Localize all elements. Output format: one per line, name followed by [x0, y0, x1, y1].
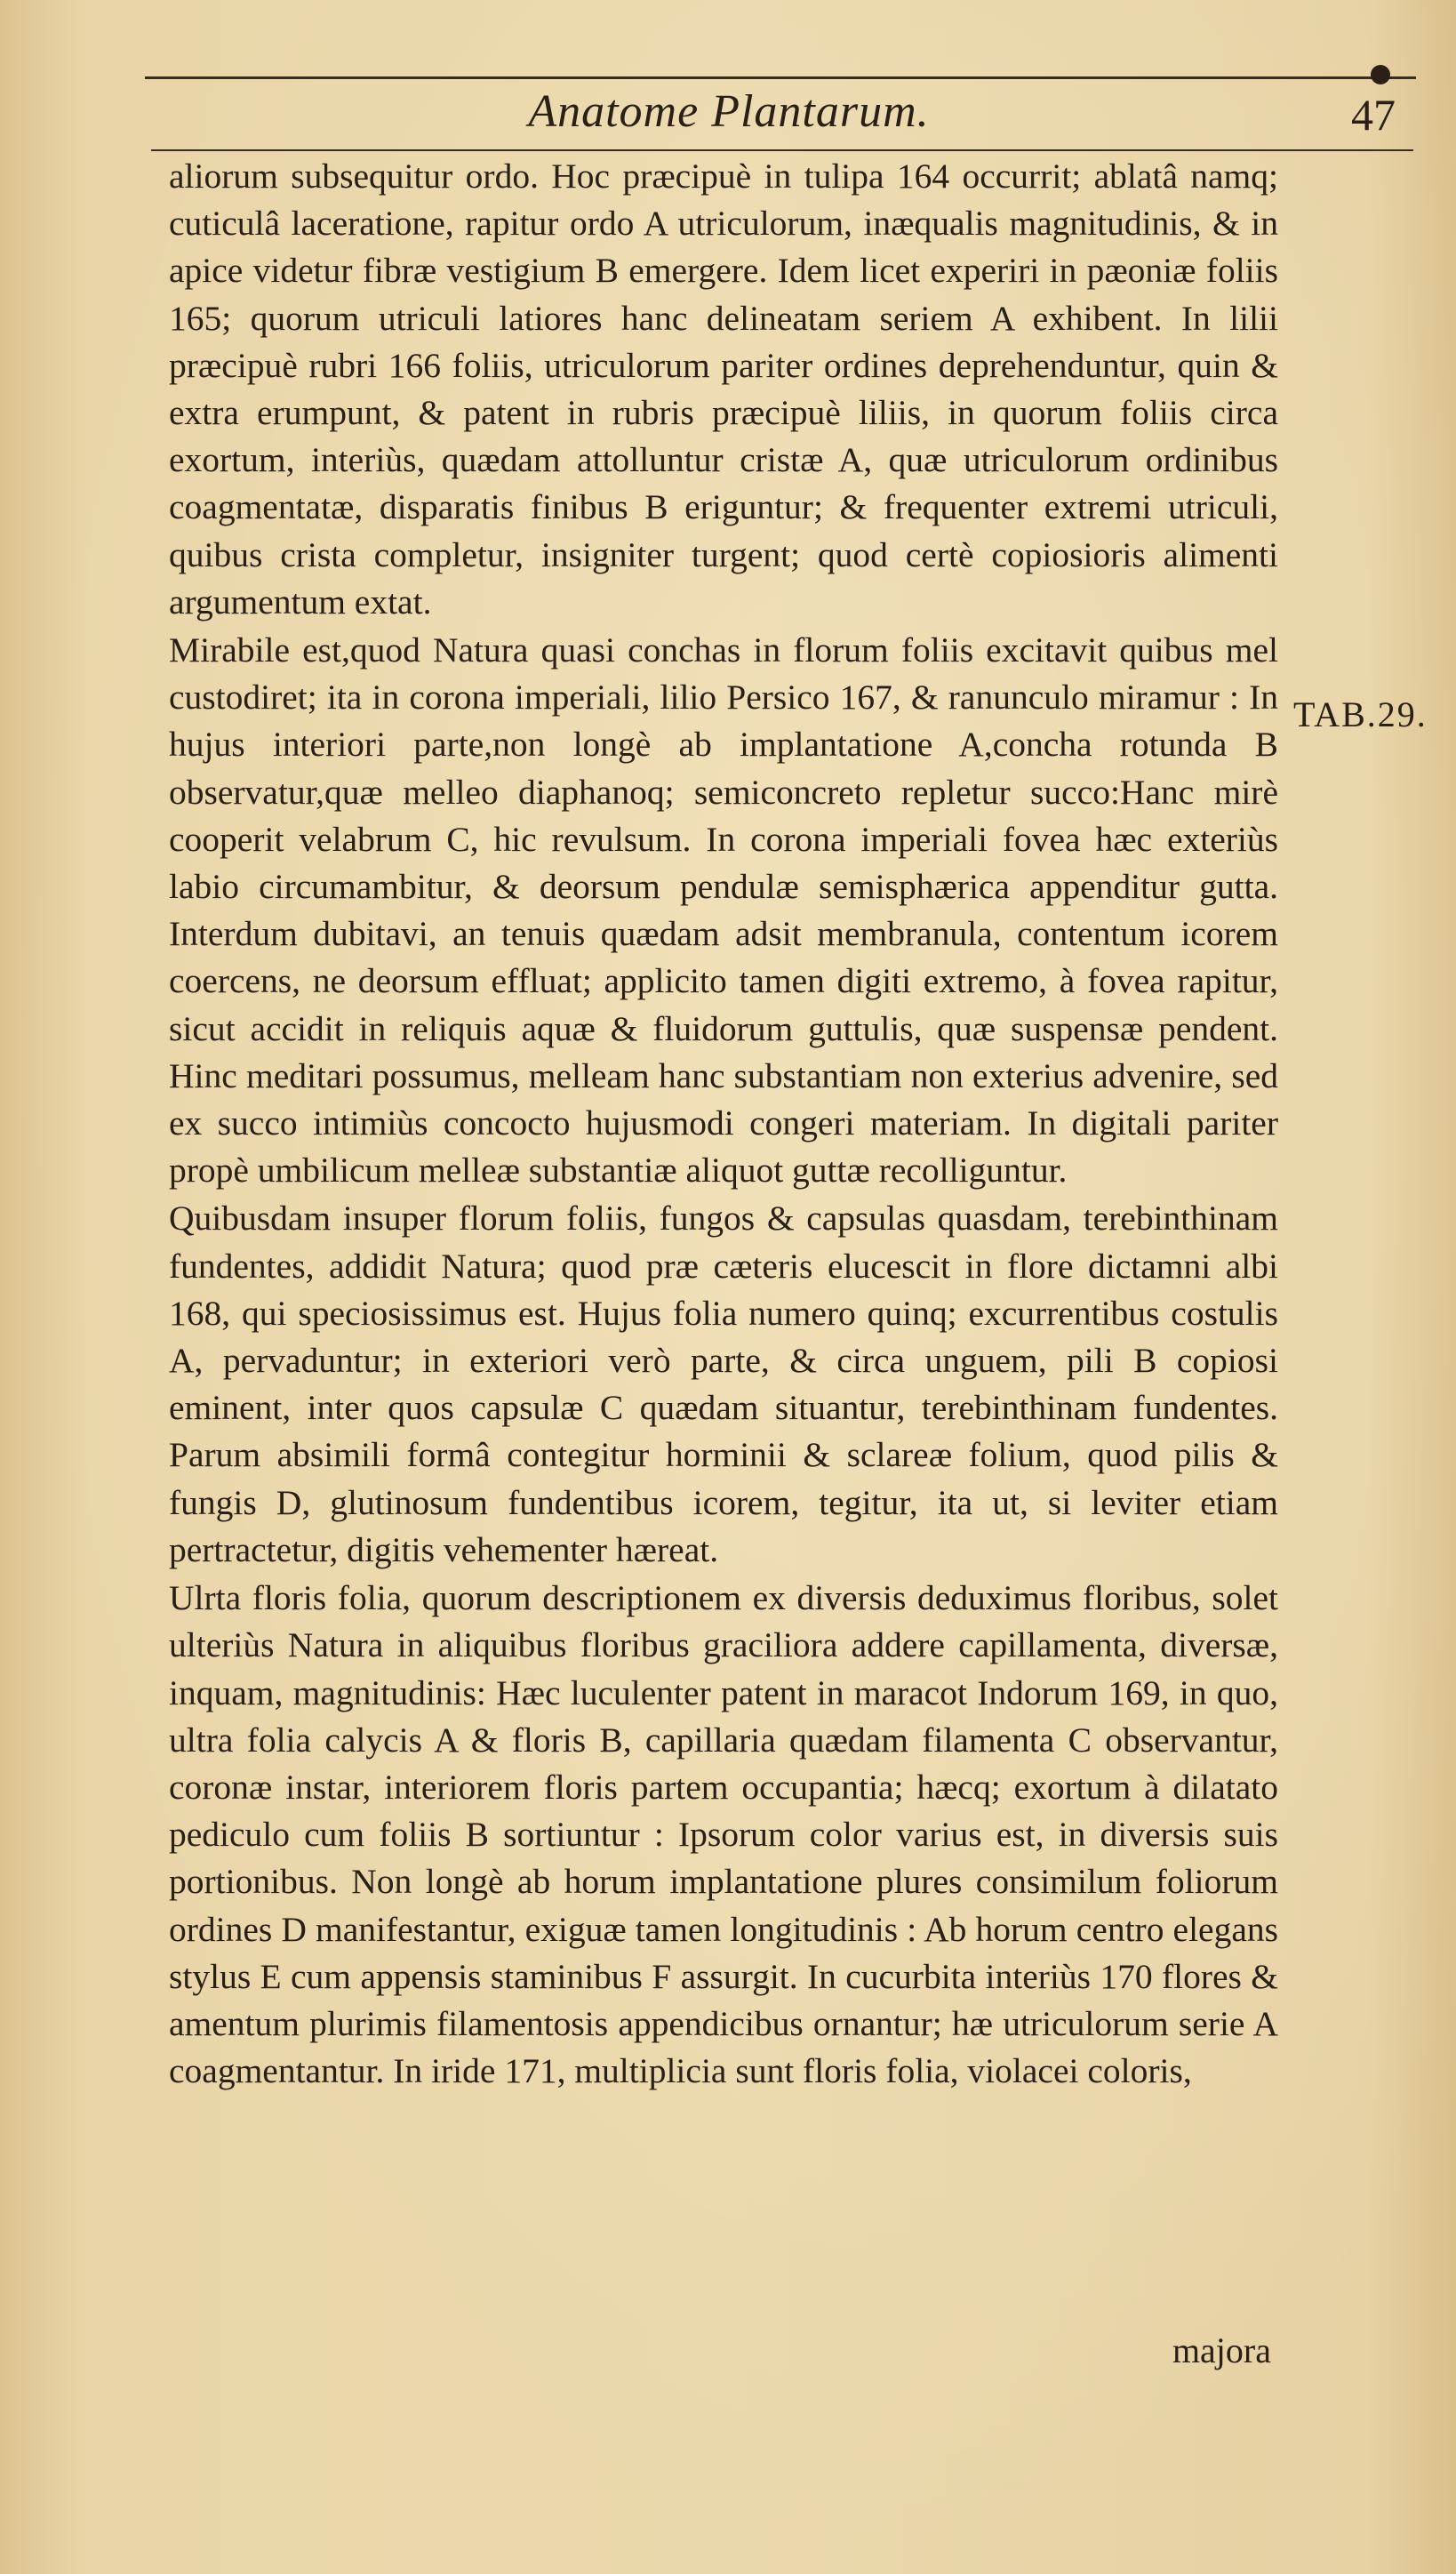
top-rule	[145, 76, 1416, 79]
paragraph-1: aliorum subsequitur ordo. Hoc præcipuè in tulipa 164 occurrit; ablatâ namq; cuticulâ laceratione, rapitur ordo A utriculorum, inæqualis magnitudinis, & in apice videtur fibræ vestigium B emergere. Idem licet experiri in pæoniæ foliis 165; quorum utriculi latiores hanc delineatam seriem A exhibent. In lilii præcipuè rubri 166 foliis, utriculorum pariter ordines deprehenduntur, quin & extra erumpunt, & patent in rubris præcipuè liliis, in quorum foliis circa exortum, interiùs, quædam attolluntur cristæ A, quæ utriculorum ordinibus coagmentatæ, disparatis finibus B eriguntur; & frequenter extremi utriculi, quibus crista completur, insigniter turgent; quod certè copiosioris alimenti argumentum extat.	[169, 156, 1278, 621]
paragraph-2: Mirabile est,quod Natura quasi conchas in florum foliis excitavit quibus mel custodiret; ita in corona imperiali, lilio Persico 167, & ranunculo miramur : In hujus interiori parte,non longè ab implantatione A,concha rotunda B observatur,quæ melleo diaphanoq; semiconcreto repletur succo:Hanc mirè cooperit velabrum C, hic revulsum. In corona imperiali fovea hæc exteriùs labio circumambitur, & deorsum pendulæ semisphærica appenditur gutta. Interdum dubitavi, an tenuis quædam adsit membranula, contentum icorem coercens, ne deorsum effluat; applicito tamen digiti extremo, à fovea rapitur, sicut accidit in reliquis aquæ & fluidorum guttulis, quæ suspensæ pendent. Hinc meditari possumus, melleam hanc substantiam non exterius advenire, sed ex succo intimiùs concocto hujusmodi congeri materiam. In digitali pariter propè umbilicum melleæ substantiæ aliquot guttæ recolliguntur.	[169, 630, 1278, 1191]
running-head: Anatome Plantarum.	[528, 86, 930, 137]
margin-note-plate: TAB.29.	[1293, 694, 1428, 734]
paragraph-4: Ulrta floris folia, quorum descriptionem ex diversis deduximus floribus, solet ulteriùs Natura in aliquibus floribus graciliora addere capillamenta, diversæ, inquam, magnitudinis: Hæc luculenter patent in maracot Indorum 169, in quo, ultra folia calycis A & floris B, capillaria quædam filamenta C observantur, coronæ instar, interiorem floris partem occupantia; hæcq; exortum à dilatato pediculo cum foliis B sortiuntur : Ipsorum color varius est, in diversis suis portionibus. Non longè ab horum implantatione plures consimilum foliorum ordines D manifestantur, exiguæ tamen longitudinis : Ab horum centro elegans stylus E cum appensis staminibus F assurgit. In cucurbita interiùs 170 flores & amentum plurimis filamentosis appendicibus ornantur; hæ utriculorum serie A coagmentantur. In iride 171, multiplicia sunt floris folia, violacei coloris,	[169, 1578, 1278, 2091]
rule-ornament	[1371, 65, 1390, 84]
header-rule	[151, 149, 1413, 151]
page-number: 47	[1351, 90, 1396, 140]
body-text	[169, 153, 1278, 2095]
paragraph-3: Quibusdam insuper florum foliis, fungos & capsulas quasdam, terebinthinam fundentes, addidit Natura; quod præ cæteris elucescit in flore dictamni albi 168, qui speciosissimus est. Hujus folia numero quinq; excurrentibus costulis A, pervaduntur; in exteriori verò parte, & circa unguem, pili B copiosi eminent, inter quos capsulæ C quædam situantur, terebinthinam fundentes. Parum absimili formâ contegitur horminii & sclareæ folium, quod pilis & fungis D, glutinosum fundentibus icorem, tegitur, ita ut, si leviter etiam pertractetur, digitis vehementer hæreat.	[169, 1199, 1278, 1569]
catchword: majora	[1172, 2330, 1271, 2370]
